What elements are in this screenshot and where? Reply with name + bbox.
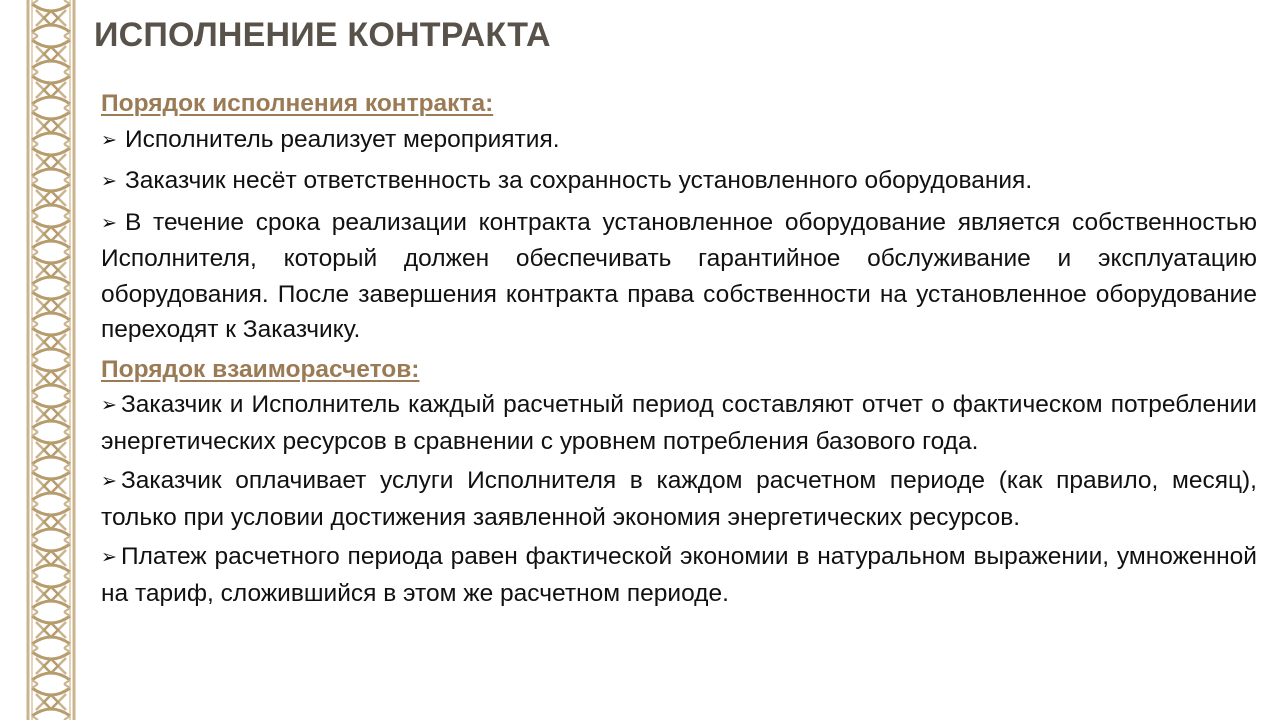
bullet-text: Платеж расчетного периода равен фактической экономии в натуральном выражении, умноженной на тариф, сложившийся в этом же расчетном периоде. (101, 543, 1257, 607)
arrowhead-bullet-icon: ➢ (101, 395, 117, 416)
arrowhead-bullet-icon: ➢ (101, 547, 117, 568)
bullet-item (101, 163, 1257, 200)
section-heading-execution: Порядок исполнения контракта: (101, 90, 494, 117)
bullet-text: Исполнитель реализует мероприятия. (125, 125, 560, 153)
bullet-item (101, 205, 1257, 348)
bullet-text: Заказчик несёт ответственность за сохранность установленного оборудования. (125, 167, 1033, 194)
bullet-item (101, 122, 1257, 159)
section-heading-settlements: Порядок взаиморасчетов: (101, 355, 420, 383)
celtic-knot-border (22, 0, 80, 720)
bullet-item (101, 539, 1257, 611)
bullet-item (101, 387, 1257, 459)
slide-title: ИСПОЛНЕНИЕ КОНТРАКТА (94, 16, 551, 54)
slide-body (101, 86, 1257, 611)
arrowhead-bullet-icon: ➢ (101, 471, 117, 492)
arrowhead-bullet-icon: ➢ (101, 129, 117, 151)
bullet-text: В течение срока реализации контракта установленное оборудование является собственностью Исполнителя, который должен обеспечивать гарантийное обслуживание и эксплуатацию оборудования. После завершения контракта права собственности на установленное оборудование переходят к Заказчику. (101, 208, 1257, 343)
arrowhead-bullet-icon: ➢ (101, 212, 117, 234)
bullet-text: Заказчик и Исполнитель каждый расчетный период составляют отчет о фактическом потреблении энергетических ресурсов в сравнении с уровнем потребления базового года. (101, 391, 1257, 455)
arrowhead-bullet-icon: ➢ (101, 171, 117, 192)
bullet-item (101, 463, 1257, 535)
bullet-text: Заказчик оплачивает услуги Исполнителя в каждом расчетном периоде (как правило, месяц), только при условии достижения заявленной экономия энергетических ресурсов. (101, 467, 1257, 531)
